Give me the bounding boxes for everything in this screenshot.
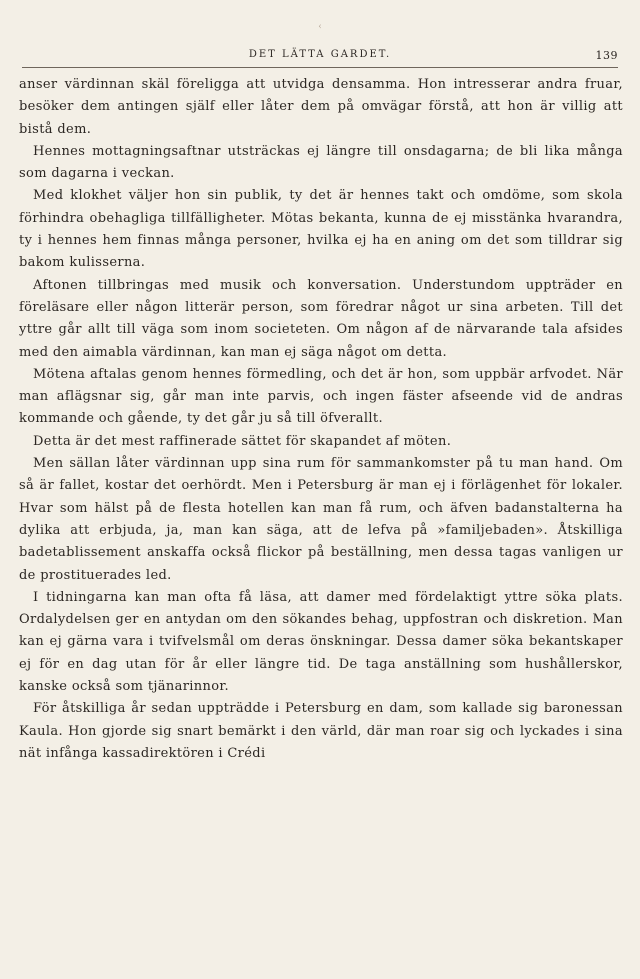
paragraph: Men sällan låter värdinnan upp sina rum för sammankomster på tu man hand. Om så är fallet, kostar det oerhördt. Men i Petersburg är man ej i förlägenhet för lokaler. Hvar som hälst på de flesta hotellen kan man få rum, och äfven badanstalterna ha dylika att erbjuda, ja, man kan säga, att de lefva på »familjebaden». Åtskilliga badetablissement anskaffa också flickor på beställning, men dessa tagas vanligen ur de prostituerades led.	[19, 456, 623, 583]
paragraph: Mötena aftalas genom hennes förmedling, och det är hon, som uppbär arfvodet. När man aflägsnar sig, går man inte parvis, och ingen fäster afseende vid de andras kommande och gående, ty det går ju så till öfverallt.	[19, 366, 623, 427]
page-mark: ‹	[318, 22, 322, 32]
header-rule	[22, 67, 618, 68]
body-text	[19, 74, 623, 765]
paragraph: I tidningarna kan man ofta få läsa, att damer med fördelaktigt yttre söka plats. Ordalydelsen ger en antydan om den sökandes behag, uppfostran och diskretion. Man kan ej gärna vara i tvifvelsmål om deras önskningar. Dessa damer söka bekantskaper ej för en dag utan för år eller längre tid. De taga anställning som hushållerskor, kanske också som tjänarinnor.	[19, 589, 623, 695]
running-header	[22, 49, 618, 65]
paragraph: Aftonen tillbringas med musik och konversation. Understundom uppträder en föreläsare eller någon litterär person, som föredrar något ur sina arbeten. Till det yttre går allt till väga som inom societeten. Om någon af de närvarande tala afsides med den aimabla värdinnan, kan man ej säga något om detta.	[19, 277, 623, 360]
running-title: DET LÄTTA GARDET.	[248, 49, 392, 60]
paragraph: anser värdinnan skäl föreligga att utvidga densamma. Hon intresserar andra fruar, besöker dem antingen själf eller låter dem på omvägar förstå, att hon är villig att bistå dem.	[19, 77, 623, 137]
paragraph: För åtskilliga år sedan uppträdde i Petersburg en dam, som kallade sig baronessan Kaula. Hon gjorde sig snart bemärkt i den värld, där man roar sig och lyckades i sina nät infånga kassadirektören i Crédi	[19, 701, 623, 761]
paragraph: Med klokhet väljer hon sin publik, ty det är hennes takt och omdöme, som skola förhindra obehagliga tillfälligheter. Mötas bekanta, kunna de ej misstänka hvarandra, ty i hennes hem finnas många personer, hvilka ej ha en aning om det som tilldrar sig bakom kulisserna.	[19, 188, 623, 271]
paragraph: Detta är det mest raffinerade sättet för skapandet af möten.	[33, 433, 452, 449]
page-number: 139	[595, 49, 618, 62]
paragraph: Hennes mottagningsaftnar utsträckas ej längre till onsdagarna; de bli lika många som dagarna i veckan.	[19, 143, 623, 182]
